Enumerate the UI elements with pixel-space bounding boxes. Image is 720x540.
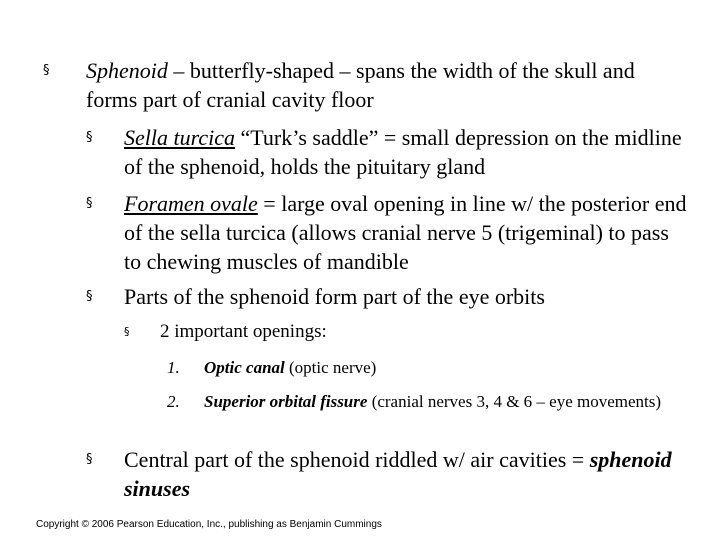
term-sphenoid-sinuses: sphenoid sinuses (124, 447, 672, 501)
term-sphenoid: Sphenoid (86, 58, 168, 83)
bullet-4: § (86, 289, 93, 304)
item-eye-orbits: Parts of the sphenoid form part of the eye orbits (124, 284, 545, 309)
text-sphenoid-sinuses: Central part of the sphenoid riddled w/ air cavities = (124, 447, 590, 472)
text-sella-turcica: “Turk’s saddle” = small depression on the midline of the sphenoid, holds the pituitary gland (124, 125, 682, 179)
item-optic-canal (204, 357, 674, 378)
item-sphenoid (86, 56, 686, 114)
text-optic-canal: (optic nerve) (284, 358, 377, 377)
number-2: 2. (167, 392, 180, 411)
copyright-footer: Copyright © 2006 Pearson Education, Inc., publishing as Benjamin Cummings (36, 519, 382, 530)
item-important-openings: 2 important openings: (160, 321, 327, 342)
item-superior-orbital-fissure (204, 391, 674, 412)
number-1: 1. (167, 358, 180, 377)
text-superior-orbital-fissure: (cranial nerves 3, 4 & 6 – eye movements) (367, 392, 662, 411)
item-sphenoid-sinuses (124, 445, 690, 503)
text-sphenoid: – butterfly-shaped – spans the width of the skull and forms part of cranial cavity floor (86, 58, 635, 112)
item-foramen-ovale (124, 189, 690, 276)
term-foramen-ovale: Foramen ovale (124, 191, 258, 216)
term-optic-canal: Optic canal (204, 358, 285, 377)
bullet-2: § (86, 130, 93, 145)
text-foramen-ovale: = large oval opening in line w/ the posterior end of the sella turcica (allows cranial nerve 5 (trigeminal) to pass to chewing muscles of mandible (124, 191, 687, 274)
bullet-1: § (43, 63, 50, 78)
bullet-5: § (124, 325, 130, 338)
bullet-3: § (86, 196, 93, 211)
item-sella-turcica (124, 123, 690, 181)
term-superior-orbital-fissure: Superior orbital fissure (204, 392, 368, 411)
bullet-6: § (86, 452, 93, 467)
term-sella-turcica: Sella turcica (124, 125, 235, 150)
